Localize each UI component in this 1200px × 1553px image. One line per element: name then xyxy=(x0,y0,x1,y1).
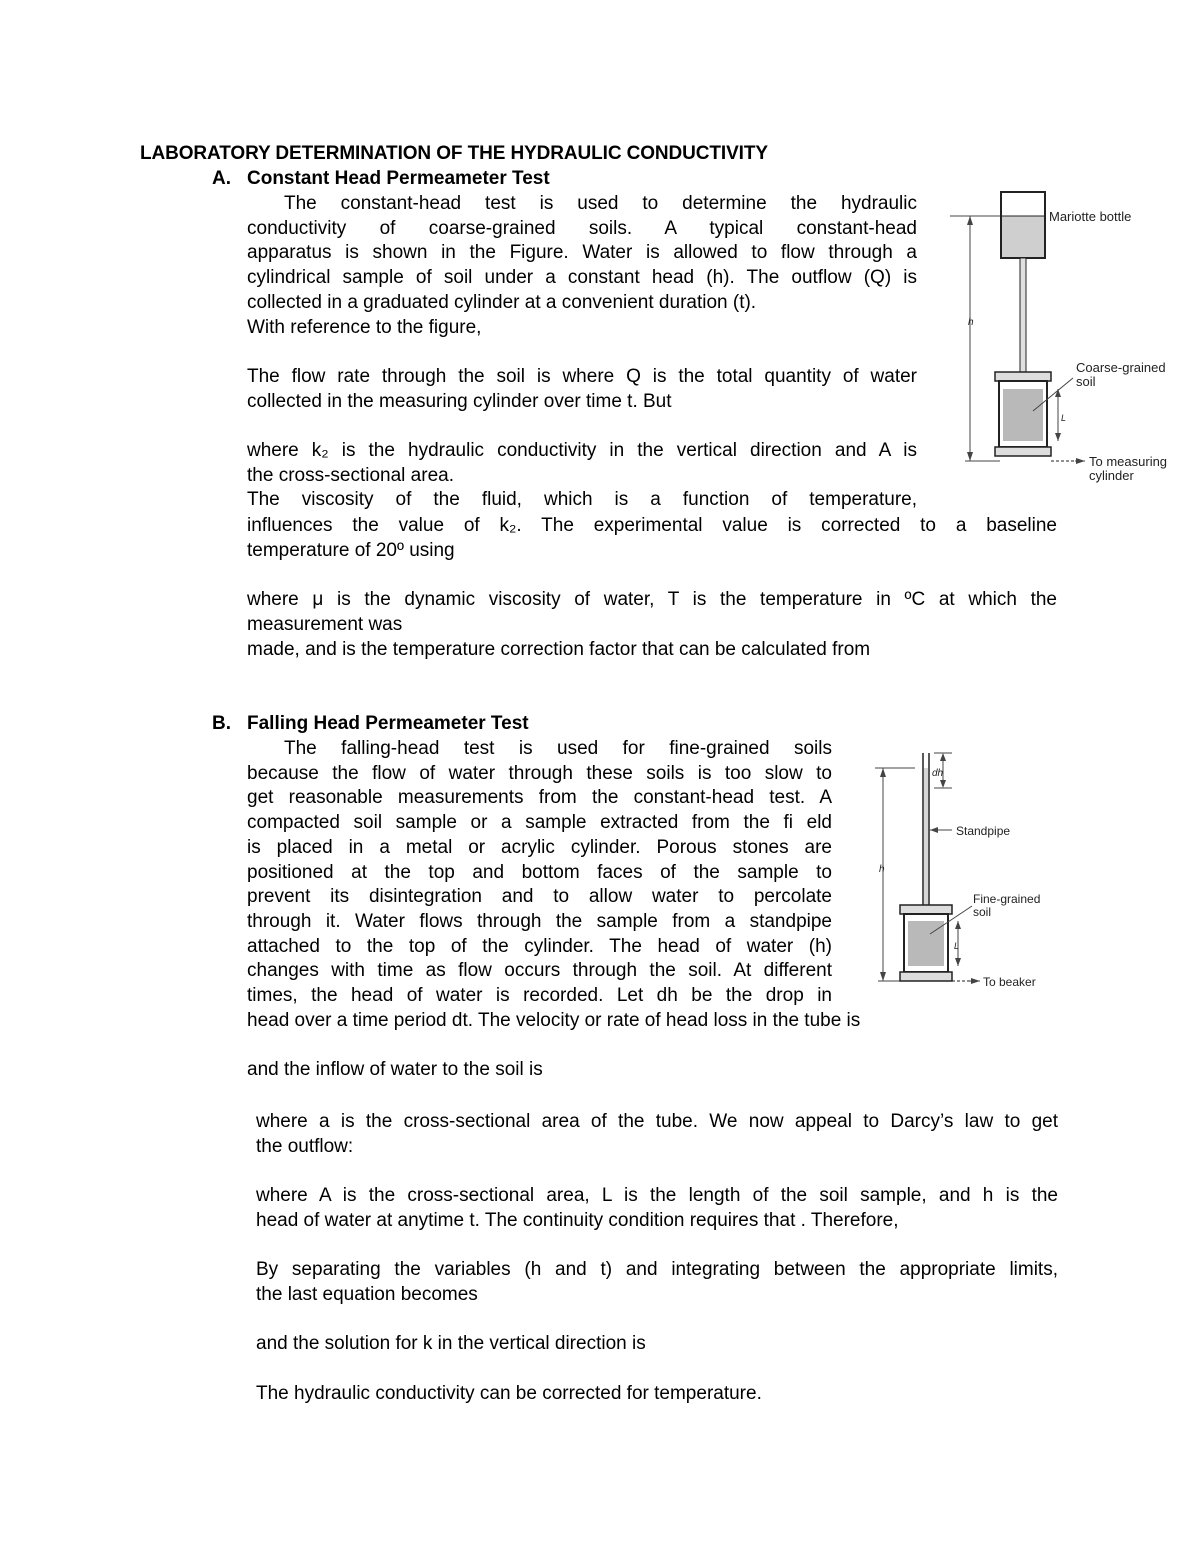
paragraph-line: The hydraulic conductivity can be corrected for temperature. xyxy=(256,1382,762,1404)
paragraph-line: is placed in a metal or acrylic cylinder. Porous stones are xyxy=(247,836,832,858)
h-label: h xyxy=(968,317,974,328)
equation-blank xyxy=(247,1033,832,1058)
paragraph-line: head over a time period dt. The velocity or rate of head loss in the tube is xyxy=(247,1009,861,1031)
paragraph-line: the last equation becomes xyxy=(256,1283,478,1305)
page-title: LABORATORY DETERMINATION OF THE HYDRAULIC CONDUCTIVITY xyxy=(140,143,768,164)
cylinder-label: cylinder xyxy=(1089,468,1134,483)
section-a-heading xyxy=(212,167,550,192)
paragraph-line: get reasonable measurements from the constant-head test. A xyxy=(247,787,832,809)
section-b-body xyxy=(247,737,861,1083)
paragraph-line: and the inflow of water to the soil is xyxy=(247,1059,543,1081)
section-b-body-wide xyxy=(256,1110,1058,1406)
paragraph-line: influences the value of k₂. The experimental value is corrected to a baseline xyxy=(247,515,1057,536)
paragraph-line: because the flow of water through these soils is too slow to xyxy=(247,762,832,784)
section-b-letter: B. xyxy=(212,713,231,734)
soil-label: soil xyxy=(1076,374,1096,389)
paragraph-line: where μ is the dynamic viscosity of water, T is the temperature in ºC at which the xyxy=(247,589,1057,611)
paragraph-line: head of water at anytime t. The continuity condition requires that . Therefore, xyxy=(256,1209,899,1231)
section-a-body xyxy=(247,192,917,513)
paragraph-line: prevent its disintegration and to allow water to percolate xyxy=(247,886,832,908)
paragraph-line: collected in the measuring cylinder over time t. But xyxy=(247,390,672,412)
h-label-b: h xyxy=(879,864,885,875)
standpipe-label: Standpipe xyxy=(956,824,1011,838)
to-measuring-label: To measuring xyxy=(1089,454,1168,469)
paragraph-line: With reference to the figure, xyxy=(247,316,482,338)
paragraph-line: changes with time as flow occurs through the soil. At different xyxy=(247,960,832,982)
section-b-title: Falling Head Permeameter Test xyxy=(247,713,529,734)
mariotte-bottle-label: Mariotte bottle xyxy=(1049,209,1132,224)
paragraph-line: temperature of 20º using xyxy=(247,539,455,561)
paragraph-line: through it. Water flows through the sample from a standpipe xyxy=(247,910,832,932)
equation-blank xyxy=(247,414,917,439)
soil-label-b: soil xyxy=(973,905,992,919)
paragraph-line: collected in a graduated cylinder at a convenient duration (t). xyxy=(247,291,757,313)
paragraph-line: and the solution for k in the vertical direction is xyxy=(256,1333,646,1355)
equation-blank xyxy=(247,563,1057,588)
constant-head-apparatus-figure xyxy=(945,185,1175,490)
section-a-title: Constant Head Permeameter Test xyxy=(247,168,550,189)
L-label-b: L xyxy=(954,941,960,951)
paragraph-line: where A is the cross-sectional area, L is the length of the soil sample, and h is the xyxy=(256,1185,1058,1207)
paragraph-line: By separating the variables (h and t) and integrating between the appropriate limits, xyxy=(256,1259,1058,1281)
section-a-letter: A. xyxy=(212,168,231,189)
equation-blank xyxy=(256,1159,1058,1184)
paragraph-line: The falling-head test is used for fine-grained soils xyxy=(284,738,832,759)
coarse-grained-label: Coarse-grained xyxy=(1076,360,1166,375)
paragraph-line: where k₂ is the hydraulic conductivity in the vertical direction and A is xyxy=(247,440,917,462)
paragraph-line: compacted soil sample or a sample extracted from the fi eld xyxy=(247,812,832,834)
fine-grained-label: Fine-grained xyxy=(973,892,1041,906)
paragraph-line: The constant-head test is used to determine the hydraulic xyxy=(284,193,917,214)
section-a-body-wide xyxy=(247,514,1057,662)
equation-blank xyxy=(247,340,917,365)
equation-blank xyxy=(256,1308,1058,1333)
paragraph-line: cylindrical sample of soil under a constant head (h). The outflow (Q) is xyxy=(247,267,917,289)
paragraph-line: apparatus is shown in the Figure. Water is allowed to flow through a xyxy=(247,242,917,264)
paragraph-line: The viscosity of the fluid, which is a function of temperature, xyxy=(247,489,917,511)
section-b-heading xyxy=(212,712,529,737)
paragraph-line: the cross-sectional area. xyxy=(247,464,454,486)
paragraph-line: where a is the cross-sectional area of the tube. We now appeal to Darcy’s law to get xyxy=(256,1111,1058,1132)
equation-blank xyxy=(256,1357,1058,1382)
paragraph-line: conductivity of coarse-grained soils. A typical constant-head xyxy=(247,217,917,239)
dh-label: dh xyxy=(932,768,944,779)
paragraph-line: attached to the top of the cylinder. The head of water (h) xyxy=(247,935,832,957)
paragraph-line: the outflow: xyxy=(256,1135,354,1157)
paragraph-line: times, the head of water is recorded. Let dh be the drop in xyxy=(247,985,832,1007)
paragraph-line: The flow rate through the soil is where Q is the total quantity of water xyxy=(247,365,917,387)
paragraph-line: measurement was xyxy=(247,613,403,635)
equation-blank xyxy=(256,1234,1058,1259)
paragraph-line: positioned at the top and bottom faces of the sample to xyxy=(247,861,832,883)
L-label: L xyxy=(1061,413,1067,423)
paragraph-line: made, and is the temperature correction factor that can be calculated from xyxy=(247,638,871,660)
falling-head-apparatus-figure xyxy=(870,748,1050,993)
to-beaker-label: To beaker xyxy=(983,975,1036,989)
